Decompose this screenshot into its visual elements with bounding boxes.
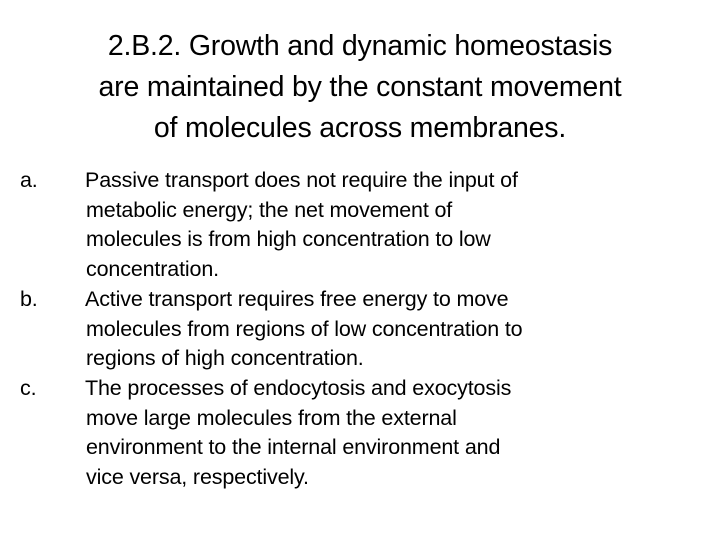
list-marker: a. xyxy=(20,168,38,192)
list-item-b xyxy=(20,285,710,374)
list-line: metabolic energy; the net movement of xyxy=(86,197,453,222)
list-item-c xyxy=(20,374,710,493)
title-line: of molecules across membranes. xyxy=(153,112,567,144)
bullet-list xyxy=(20,166,710,493)
list-line: concentration. xyxy=(86,257,219,282)
title-line: are maintained by the constant movement xyxy=(98,71,622,103)
list-line: molecules is from high concentration to low xyxy=(86,227,491,252)
list-marker: c. xyxy=(20,375,37,400)
list-line: regions of high concentration. xyxy=(86,346,364,371)
list-marker: b. xyxy=(20,286,38,311)
list-line: environment to the internal environment and xyxy=(86,435,501,460)
list-line: Passive transport does not require the input of xyxy=(85,168,518,192)
list-line: Active transport requires free energy to move xyxy=(85,286,509,311)
list-line: move large molecules from the external xyxy=(86,405,457,430)
title-line: 2.B.2. Growth and dynamic homeostasis xyxy=(107,30,613,62)
slide-title xyxy=(20,26,700,149)
list-item-a xyxy=(20,166,710,285)
list-line: molecules from regions of low concentration to xyxy=(86,316,523,341)
list-line: The processes of endocytosis and exocytosis xyxy=(85,375,512,400)
list-line: vice versa, respectively. xyxy=(86,465,309,490)
